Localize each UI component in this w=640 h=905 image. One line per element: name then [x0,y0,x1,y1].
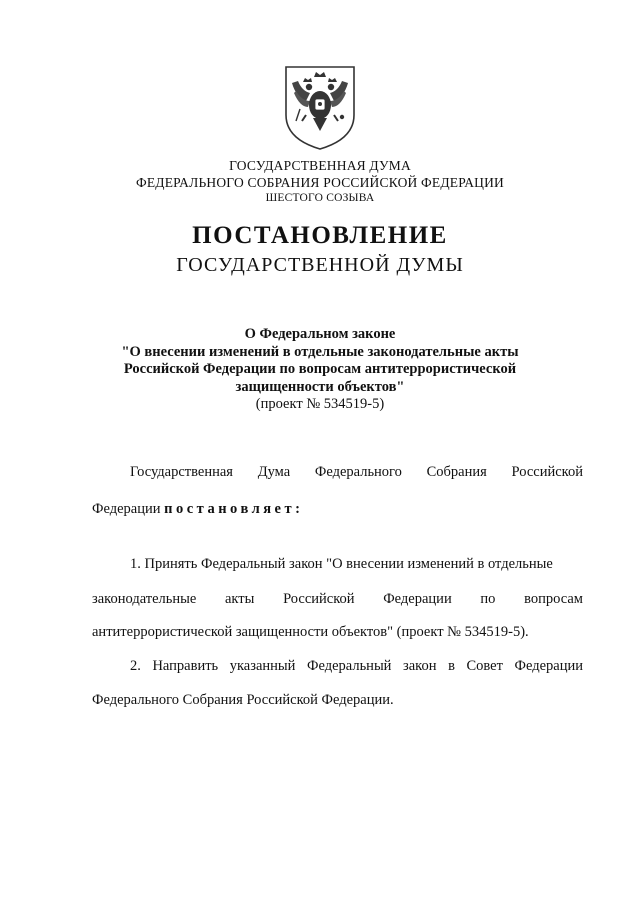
intro-line-2 [92,501,583,518]
item-1-word: акты [225,591,255,607]
intro-word: Собрания [426,464,487,480]
intro-line-1 [92,464,583,481]
law-title-block [100,326,540,414]
item-1-line-3: антитеррористической защищенности объектов" (проект № 534519-5). [92,624,529,640]
item-1-line-2 [92,591,583,608]
law-line-1: О Федеральном законе [244,326,396,342]
intro-word: Федерального [314,464,402,480]
law-line-3: Российской Федерации по вопросам антитеррористической [123,361,517,377]
header-line-3: ШЕСТОГО СОЗЫВА [265,192,375,204]
document-title: ПОСТАНОВЛЕНИЕ [192,222,448,249]
intro-word: Государственная [130,464,233,480]
intro-word: Дума [257,464,291,480]
intro-word: Российской [511,464,583,480]
item-2-line-1: 2. Направить указанный Федеральный закон в Совет Федерации [130,658,583,674]
law-line-2: "О внесении изменений в отдельные законодательные акты [121,343,519,360]
header-line-2: ФЕДЕРАЛЬНОГО СОБРАНИЯ РОССИЙСКОЙ ФЕДЕРАЦИИ [136,175,504,190]
decree-word: постановляет: [164,501,304,517]
item-1-word: Российской [283,591,355,607]
coat-of-arms-emblem [280,63,360,151]
item-1-line-1: 1. Принять Федеральный закон "О внесении изменений в отдельные [130,556,553,572]
item-2-line-2: Федерального Собрания Российской Федерации. [92,692,394,708]
intro-line-2-start: Федерации [92,501,161,517]
law-project-number: (проект № 534519-5) [255,396,385,412]
law-line-4: защищенности объектов" [235,378,405,395]
item-1-word: по [480,591,496,607]
document-subtitle: ГОСУДАРСТВЕННОЙ ДУМЫ [176,254,464,276]
item-1-word: вопросам [524,591,583,607]
header-line-1: ГОСУДАРСТВЕННАЯ ДУМА [229,158,411,173]
item-1-word: Федерации [383,591,452,607]
item-1-word: законодательные [92,591,197,607]
